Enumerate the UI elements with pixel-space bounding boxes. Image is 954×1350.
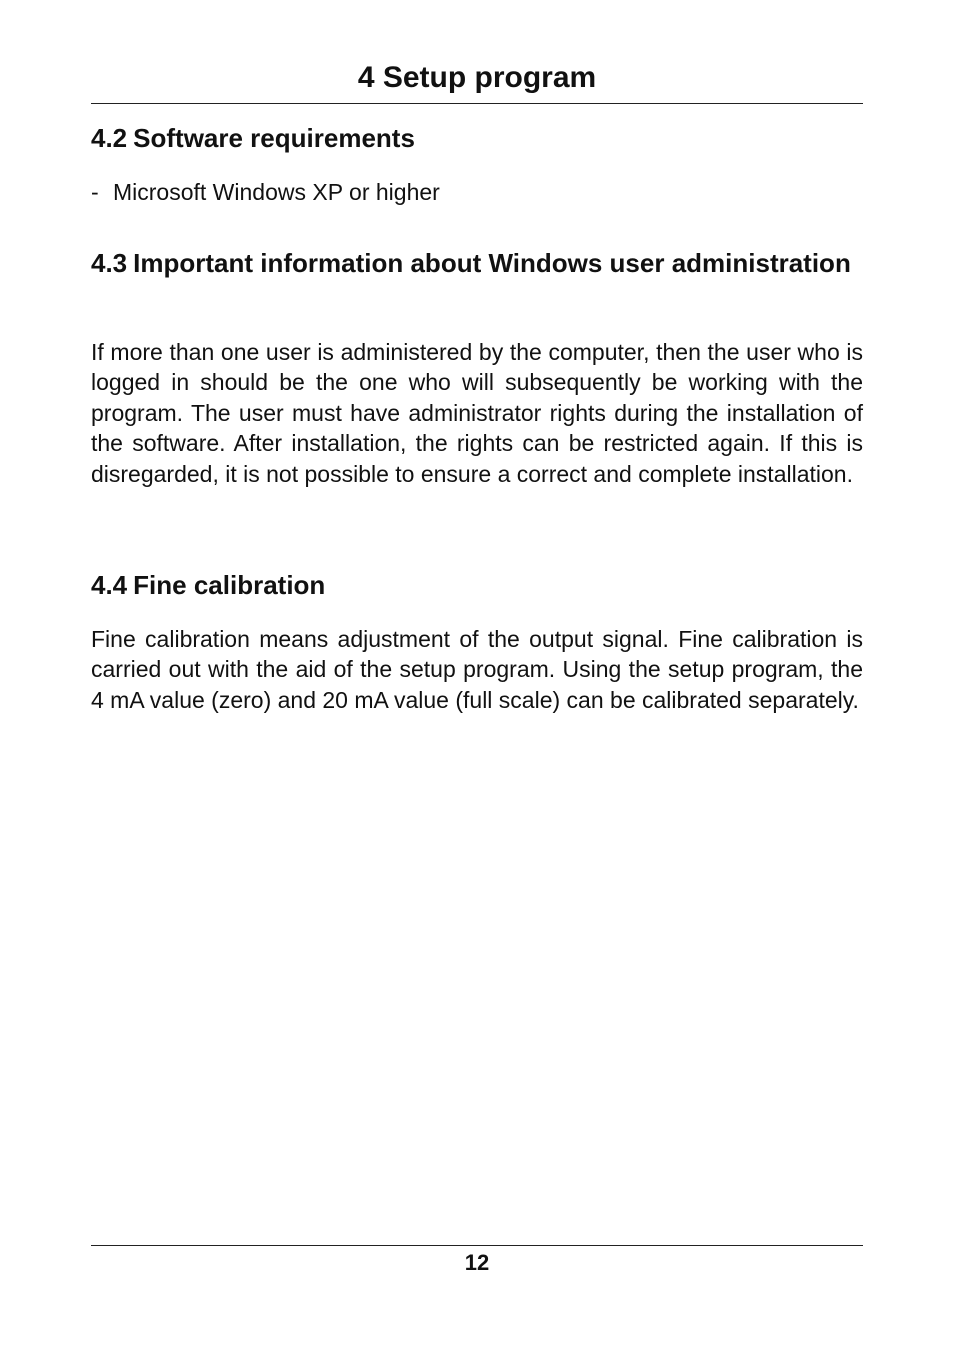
chapter-title: 4 Setup program [357,61,597,94]
section-title: Software requirements [133,123,415,153]
page-number: 12 [464,1250,490,1275]
section-number: 4.2 [91,123,128,153]
footer-divider [91,1245,863,1246]
requirement-text: Microsoft Windows XP or higher [113,179,440,205]
header-divider [91,103,863,104]
section-title: Fine calibration [133,570,326,600]
section-heading-fine-calibration [91,567,863,603]
requirement-list-item [91,177,863,207]
paragraph-fine-calibration: Fine calibration means adjustment of the output signal. Fine calibration is carried out with the aid of the setup program. Using the setup program, the 4 mA value (zero) and 20 mA value (full scale) can be calibrated separately. [91,626,863,713]
section-number: 4.4 [91,570,128,600]
section-heading-windows-user-administration [91,245,863,281]
paragraph-user-administration: If more than one user is administered by the computer, then the user who is logged in should be the one who will subsequently be working with the program. The user must have administrator rights during the installation of the software. After installation, the rights can be restricted again. If this is disregarded, it is not possible to ensure a correct and complete installation. [91,339,863,487]
dash-bullet: - [91,179,99,205]
section-title: Important information about Windows user administration [133,248,851,278]
section-number: 4.3 [91,248,128,278]
section-heading-software-requirements [91,120,863,156]
